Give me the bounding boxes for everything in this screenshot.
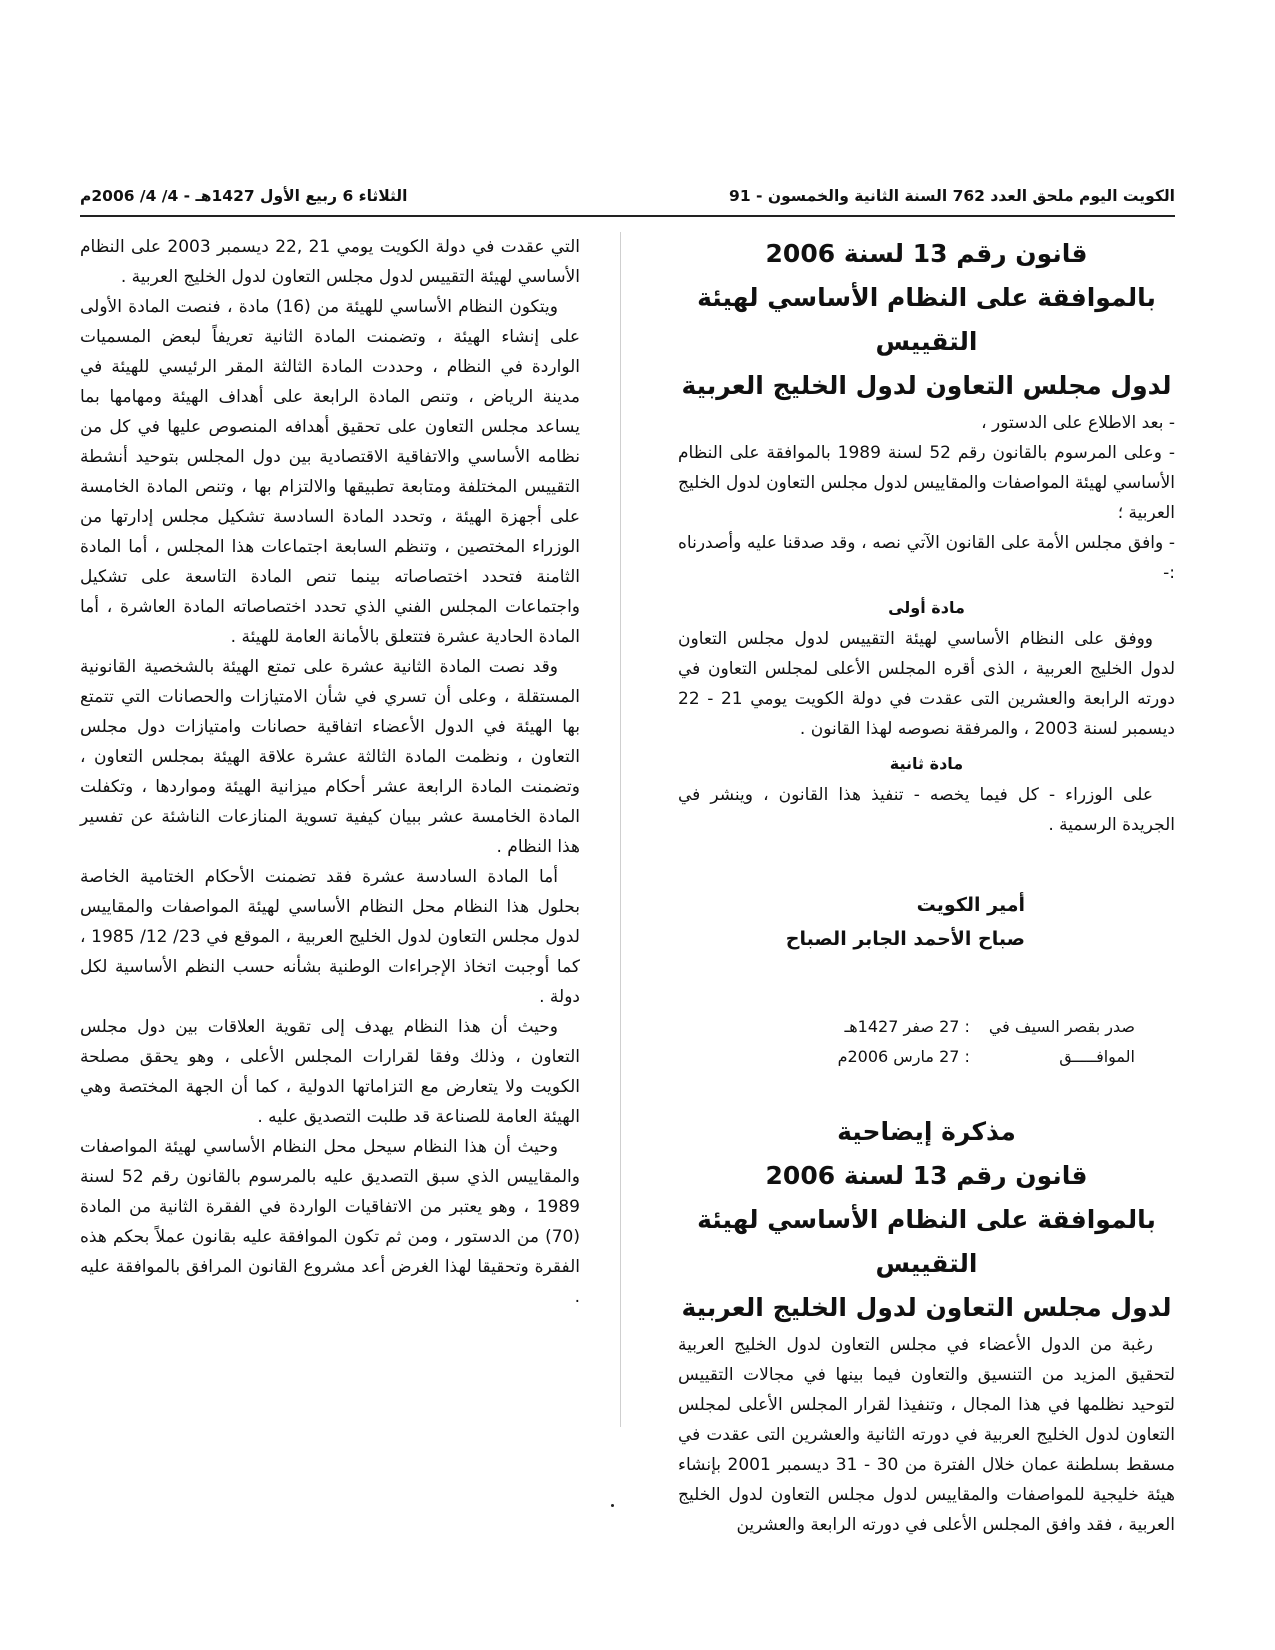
law-title-line-1: قانون رقم 13 لسنة 2006 [765, 239, 1088, 268]
memo-title-line-1: مذكرة إيضاحية [837, 1117, 1016, 1146]
law-preamble [678, 408, 1175, 588]
preamble-line-3: - وافق مجلس الأمة على القانون الآتي نصه ، وقد صدقنا عليه وأصدرناه :- [678, 533, 1175, 583]
memo-paragraph-articles: ويتكون النظام الأساسي للهيئة من (16) مادة ، فنصت المادة الأولى على إنشاء الهيئة ، وتضمنت المادة الثانية تعريفاً لبعض المسميات الواردة في النظام ، وحددت المادة الثالثة المقر الرئيسي للهيئة في مدينة الرياض ، وتنص المادة الرابعة على أهداف الهيئة ومهامها بما يساعد مجلس التعاون على تحقيق أهدافه المنصوص عليها في كل من نظامه الأساسي والاتفاقية الاقتصادية بين دول المجلس بتوحيد أنشطة التقييس المختلفة ومتابعة تطبيقها والالتزام بها ، وتنص المادة الخامسة على أجهزة الهيئة ، وتحدد المادة السادسة تشكيل مجلس إدارتها من الوزراء المختصين ، وتنظم السابعة اجتماعات هذا المجلس ، أما المادة الثامنة فتحدد اختصاصاته بينما تنص المادة التاسعة على تشكيل واجتماعات المجلس الفني الذي تحدد اختصاصاته المادة العاشرة ، أما المادة الحادية عشرة فتتعلق بالأمانة العامة للهيئة . [80, 297, 580, 647]
memo-paragraph-1: رغبة من الدول الأعضاء في مجلس التعاون لدول الخليج العربية لتحقيق المزيد من التنسيق والتعاون فيما بينها في مجالات التقييس لتوحيد نظلمها في هذا المجال ، وتنفيذا لقرار المجلس الأعلى لمجلس التعاون لدول الخليج العربية في دورته الثانية والعشرين التى عقدت في مسقط بسلطنة عمان خلال الفترة من 30 - 31 ديسمبر 2001 بإنشاء هيئة خليجية للمواصفات والمقاييس لدول مجلس التعاون لدول الخليج العربية ، فقد وافق المجلس الأعلى في دورته الرابعة والعشرين [678, 1335, 1175, 1535]
issued-block [678, 1012, 1135, 1072]
preamble-line-2: - وعلى المرسوم بالقانون رقم 52 لسنة 1989 بالموافقة على النظام الأساسي لهيئة المواصفات والمقاييس لدول مجلس التعاون لدول الخليج العربية ؛ [677, 443, 1175, 523]
memo-paragraph-conclusion: وحيث أن هذا النظام سيحل محل النظام الأساسي لهيئة المواصفات والمقاييس الذي سبق التصديق عليه بالمرسوم بالقانون رقم 52 لسنة 1989 ، وهو يعتبر من الاتفاقيات الواردة في الفقرة الثانية من المادة (70) من الدستور ، ومن ثم تكون الموافقة عليه بقانون عملاً بحكم هذه الفقرة وتحقيقا لهذا الغرض أعد مشروع القانون المرافق بالموافقة عليه . [80, 1137, 580, 1307]
right-column [678, 232, 1175, 1540]
header-publication: الكويت اليوم ملحق العدد 762 السنة الثانية والخمسون - 91 [729, 187, 1175, 205]
issued-row-1 [678, 1012, 1135, 1042]
memo-continuation: التي عقدت في دولة الكويت يومي 21 ,22 ديسمبر 2003 على النظام الأساسي لهيئة التقييس لدول مجلس التعاون لدول الخليج العربية . [80, 237, 580, 287]
issued-label: صدر بقصر السيف في [988, 1017, 1135, 1036]
law-title-line-2: بالموافقة على النظام الأساسي لهيئة التقييس [697, 283, 1156, 356]
article-2-heading: مادة ثانية [889, 754, 964, 773]
corresponding-label: الموافـــــق [1059, 1047, 1135, 1066]
memo-paragraph-legal-status: وقد نصت المادة الثانية عشرة على تمتع الهيئة بالشخصية القانونية المستقلة ، وعلى أن تسري في شأن الامتيازات والحصانات التي تتمتع بها الهيئة في الدول الأعضاء اتفاقية حصانات وامتيازات دول مجلس التعاون ، ونظمت المادة الثالثة عشرة علاقة الهيئة بمجلس التعاون ، وتضمنت المادة الرابعة عشر أحكام ميزانية الهيئة ومواردها ، وتكفلت المادة الخامسة عشر ببيان كيفية تسوية المنازعات الناشئة عن تفسير هذا النظام . [80, 657, 580, 857]
issued-gregorian-date: : 27 مارس 2006م [837, 1047, 970, 1066]
header-divider [80, 215, 1175, 217]
memo-paragraph-final-provisions: أما المادة السادسة عشرة فقد تضمنت الأحكام الختامية الخاصة بحلول هذا النظام محل النظام الأساسي لهيئة المواصفات والمقاييس لدول مجلس التعاون لدول الخليج العربية ، الموقع في 23/ 12/ 1985 ، كما أوجبت اتخاذ الإجراءات الوطنية بشأنه حسب النظم الأساسية لكل دولة . [80, 867, 580, 1007]
scan-speck [611, 1504, 614, 1507]
column-divider [620, 232, 621, 1427]
law-title [678, 232, 1175, 408]
article-1-heading: مادة أولى [888, 598, 965, 617]
header-date: الثلاثاء 6 ربيع الأول 1427هـ - 4/ 4/ 2006م [80, 187, 408, 205]
signature-block [678, 888, 1025, 956]
left-column [80, 232, 580, 1312]
page-header [80, 183, 1175, 209]
memo-title-line-3: بالموافقة على النظام الأساسي لهيئة التقييس [697, 1205, 1156, 1278]
memo-title-line-2: قانون رقم 13 لسنة 2006 [765, 1161, 1088, 1190]
issued-hijri-date: : 27 صفر 1427هـ [844, 1017, 970, 1036]
signature-name: صباح الأحمد الجابر الصباح [785, 928, 1025, 950]
law-title-line-3: لدول مجلس التعاون لدول الخليج العربية [681, 371, 1172, 400]
memo-paragraph-purpose: وحيث أن هذا النظام يهدف إلى تقوية العلاقات بين دول مجلس التعاون ، وذلك وفقا لقرارات المجلس الأعلى ، وهو يحقق مصلحة الكويت ولا يتعارض مع التزاماتها الدولية ، كما أن الجهة المختصة وهي الهيئة العامة للصناعة قد طلبت التصديق عليه . [80, 1017, 580, 1127]
preamble-line-1: - بعد الاطلاع على الدستور ، [981, 413, 1175, 433]
article-2-text: على الوزراء - كل فيما يخصه - تنفيذ هذا القانون ، وينشر في الجريدة الرسمية . [678, 785, 1175, 835]
issued-row-2 [678, 1042, 1135, 1072]
memo-title-line-4: لدول مجلس التعاون لدول الخليج العربية [681, 1293, 1172, 1322]
signature-title: أمير الكويت [916, 894, 1025, 916]
article-1-text: ووفق على النظام الأساسي لهيئة التقييس لدول مجلس التعاون لدول الخليج العربية ، الذى أقره المجلس الأعلى لمجلس التعاون في دورته الرابعة والعشرين التى عقدت في دولة الكويت يومي 21 - 22 ديسمبر لسنة 2003 ، والمرفقة نصوصه لهذا القانون . [678, 629, 1175, 739]
memo-title [678, 1110, 1175, 1330]
